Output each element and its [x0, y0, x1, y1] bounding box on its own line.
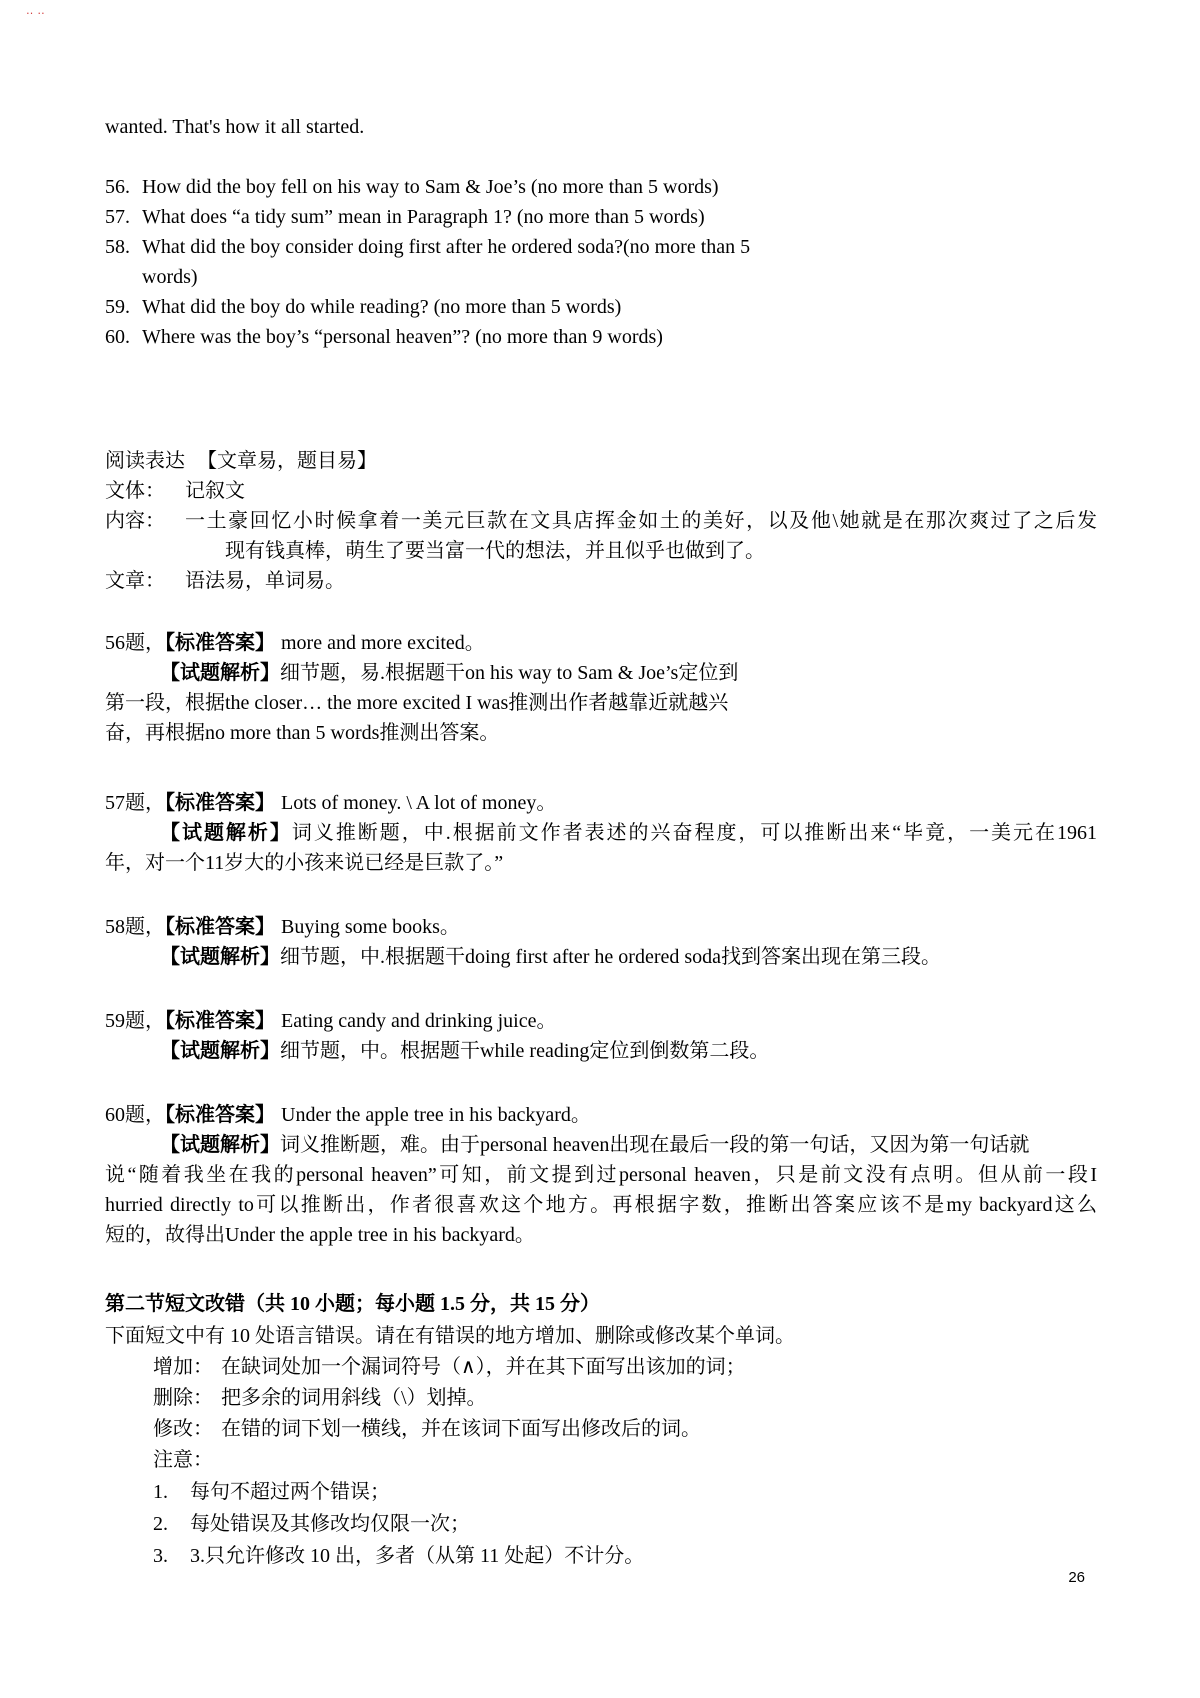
- question-row-60: [105, 322, 1097, 352]
- rule-text: 在错的词下划一横线，并在该词下面写出修改后的词。: [221, 1418, 701, 1440]
- note-number: 2.: [153, 1513, 168, 1535]
- answer-block-56: [105, 628, 1097, 748]
- question-number: 60.: [105, 326, 130, 348]
- analysis-tag: 【试题解析】: [160, 1134, 280, 1156]
- overview-title-line: [105, 446, 1097, 476]
- answer-block-60: [105, 1100, 1097, 1250]
- question-text: What does “a tidy sum” mean in Paragraph 1? (no more than 5 words): [142, 206, 705, 228]
- analysis-line: [105, 818, 1097, 848]
- content-line-2: 现有钱真棒，萌生了要当富一代的想法，并且似乎也做到了。: [225, 540, 765, 562]
- analysis-tag: 【试题解析】: [160, 1040, 280, 1062]
- rule-modify: [105, 1414, 1097, 1445]
- analysis-text: 词义推断题，中.根据前文作者表述的兴奋程度，可以推断出来“毕竟，一美元在1961: [291, 822, 1097, 844]
- rule-text: 把多余的词用斜线（\）划掉。: [221, 1387, 487, 1409]
- rule-add: [105, 1352, 1097, 1383]
- answer-text: more and more excited。: [281, 632, 485, 654]
- answer-block-59: [105, 1006, 1097, 1066]
- answer-number: 59题，: [105, 1010, 165, 1032]
- section-heading: 第二节短文改错（共 10 小题；每小题 1.5 分，共 15 分）: [105, 1293, 600, 1315]
- article-value: 语法易，单词易。: [185, 570, 345, 592]
- overview-content-row: [105, 506, 1097, 566]
- answer-line: [105, 1006, 1097, 1036]
- question-text: What did the boy consider doing first after he ordered soda?(no more than 5: [142, 236, 751, 258]
- answer-line: [105, 788, 1097, 818]
- genre-label: 文体：: [105, 480, 165, 502]
- analysis-line: 年，对一个11岁大的小孩来说已经是巨款了。”: [105, 852, 504, 874]
- note-number: 3.: [153, 1545, 168, 1567]
- standard-answer-tag: 【标准答案】: [165, 1010, 275, 1032]
- note-item-1: [105, 1476, 1097, 1508]
- question-text: What did the boy do while reading? (no more than 5 words): [142, 296, 622, 318]
- question-number: 58.: [105, 236, 130, 258]
- analysis-text: 细节题，易.根据题干on his way to Sam & Joe’s定位到: [280, 662, 739, 684]
- analysis-line: 短的，故得出Under the apple tree in his backyard。: [105, 1224, 535, 1246]
- answer-text: Under the apple tree in his backyard。: [281, 1104, 591, 1126]
- answer-line: [105, 912, 1097, 942]
- question-text: Where was the boy’s “personal heaven”? (no more than 9 words): [142, 326, 663, 348]
- page-content: [105, 112, 1097, 1572]
- overview-article-row: [105, 566, 1097, 596]
- genre-value: 记叙文: [185, 480, 245, 502]
- question-list: [105, 172, 1097, 352]
- analysis-line: [105, 942, 1097, 972]
- standard-answer-tag: 【标准答案】: [165, 632, 275, 654]
- article-label: 文章：: [105, 570, 165, 592]
- overview-genre-row: [105, 476, 1097, 506]
- question-row-58: [105, 232, 1097, 262]
- answer-block-57: [105, 788, 1097, 878]
- analysis-line: [105, 1130, 1097, 1160]
- note-text: 每处错误及其修改均仅限一次；: [190, 1513, 470, 1535]
- content-label: 内容：: [105, 510, 165, 532]
- red-pen-mark: ‥‥: [26, 5, 49, 17]
- analysis-line: 奋，再根据no more than 5 words推测出答案。: [105, 722, 500, 744]
- correction-section: [105, 1288, 1097, 1572]
- answer-text: Lots of money. \ A lot of money。: [281, 792, 557, 814]
- note-item-2: [105, 1508, 1097, 1540]
- analysis-text: 细节题，中.根据题干doing first after he ordered soda找到答案出现在第三段。: [280, 946, 942, 968]
- rule-delete: [105, 1383, 1097, 1414]
- analysis-line: [105, 658, 1097, 688]
- section-intro: 下面短文中有 10 处语言错误。请在有错误的地方增加、删除或修改某个单词。: [105, 1325, 795, 1347]
- question-text: How did the boy fell on his way to Sam & Joe’s (no more than 5 words): [142, 176, 719, 198]
- answer-number: 56题，: [105, 632, 165, 654]
- note-number: 1.: [153, 1481, 168, 1503]
- question-row-56: [105, 172, 1097, 202]
- answer-number: 58题，: [105, 916, 165, 938]
- analysis-text: 词义推断题，难。由于personal heaven出现在最后一段的第一句话，又因为第一句话就: [280, 1134, 1030, 1156]
- answer-text: Buying some books。: [281, 916, 460, 938]
- note-text: 每句不超过两个错误；: [190, 1481, 390, 1503]
- analysis-tag: 【试题解析】: [160, 662, 280, 684]
- overview-difficulty-tag: 【文章易，题目易】: [197, 450, 377, 472]
- page-number: 26: [1068, 1569, 1085, 1586]
- answer-number: 57题，: [105, 792, 165, 814]
- lead-text: wanted. That's how it all started.: [105, 116, 365, 138]
- analysis-line: 说“随着我坐在我的personal heaven”可知，前文提到过personal heaven，只是前文没有点明。但从前一段I: [105, 1164, 1097, 1186]
- content-line-1: 一土豪回忆小时候拿着一美元巨款在文具店挥金如土的美好，以及他\她就是在那次爽过了之后发: [185, 510, 1097, 532]
- analysis-line: 第一段，根据the closer… the more excited I was推测出作者越靠近就越兴: [105, 692, 729, 714]
- analysis-line: [105, 1036, 1097, 1066]
- note-text: 3.只允许修改 10 出，多者（从第 11 处起）不计分。: [190, 1545, 645, 1567]
- rule-text: 在缺词处加一个漏词符号（∧），并在其下面写出该加的词；: [221, 1356, 746, 1378]
- answer-line: [105, 628, 1097, 658]
- content-value: [185, 506, 1097, 566]
- standard-answer-tag: 【标准答案】: [165, 1104, 275, 1126]
- analysis-tag: 【试题解析】: [160, 822, 292, 844]
- question-number: 59.: [105, 296, 130, 318]
- question-row-59: [105, 292, 1097, 322]
- question-58-continuation: words): [142, 266, 198, 288]
- answer-text: Eating candy and drinking juice。: [281, 1010, 557, 1032]
- question-number: 56.: [105, 176, 130, 198]
- rule-label: 修改：: [153, 1418, 213, 1440]
- question-number: 57.: [105, 206, 130, 228]
- rule-label: 删除：: [153, 1387, 213, 1409]
- note-item-3: [105, 1540, 1097, 1572]
- reading-overview: [105, 446, 1097, 596]
- answer-number: 60题，: [105, 1104, 165, 1126]
- answer-line: [105, 1100, 1097, 1130]
- standard-answer-tag: 【标准答案】: [165, 916, 275, 938]
- answer-block-58: [105, 912, 1097, 972]
- question-row-57: [105, 202, 1097, 232]
- rule-label: 增加：: [153, 1356, 213, 1378]
- standard-answer-tag: 【标准答案】: [165, 792, 275, 814]
- overview-title: 阅读表达: [105, 450, 185, 472]
- note-label: 注意：: [153, 1449, 213, 1471]
- analysis-line: hurried directly to可以推断出，作者很喜欢这个地方。再根据字数，推断出答案应该不是my backyard这么: [105, 1194, 1097, 1216]
- analysis-text: 细节题，中。根据题干while reading定位到倒数第二段。: [280, 1040, 770, 1062]
- analysis-tag: 【试题解析】: [160, 946, 280, 968]
